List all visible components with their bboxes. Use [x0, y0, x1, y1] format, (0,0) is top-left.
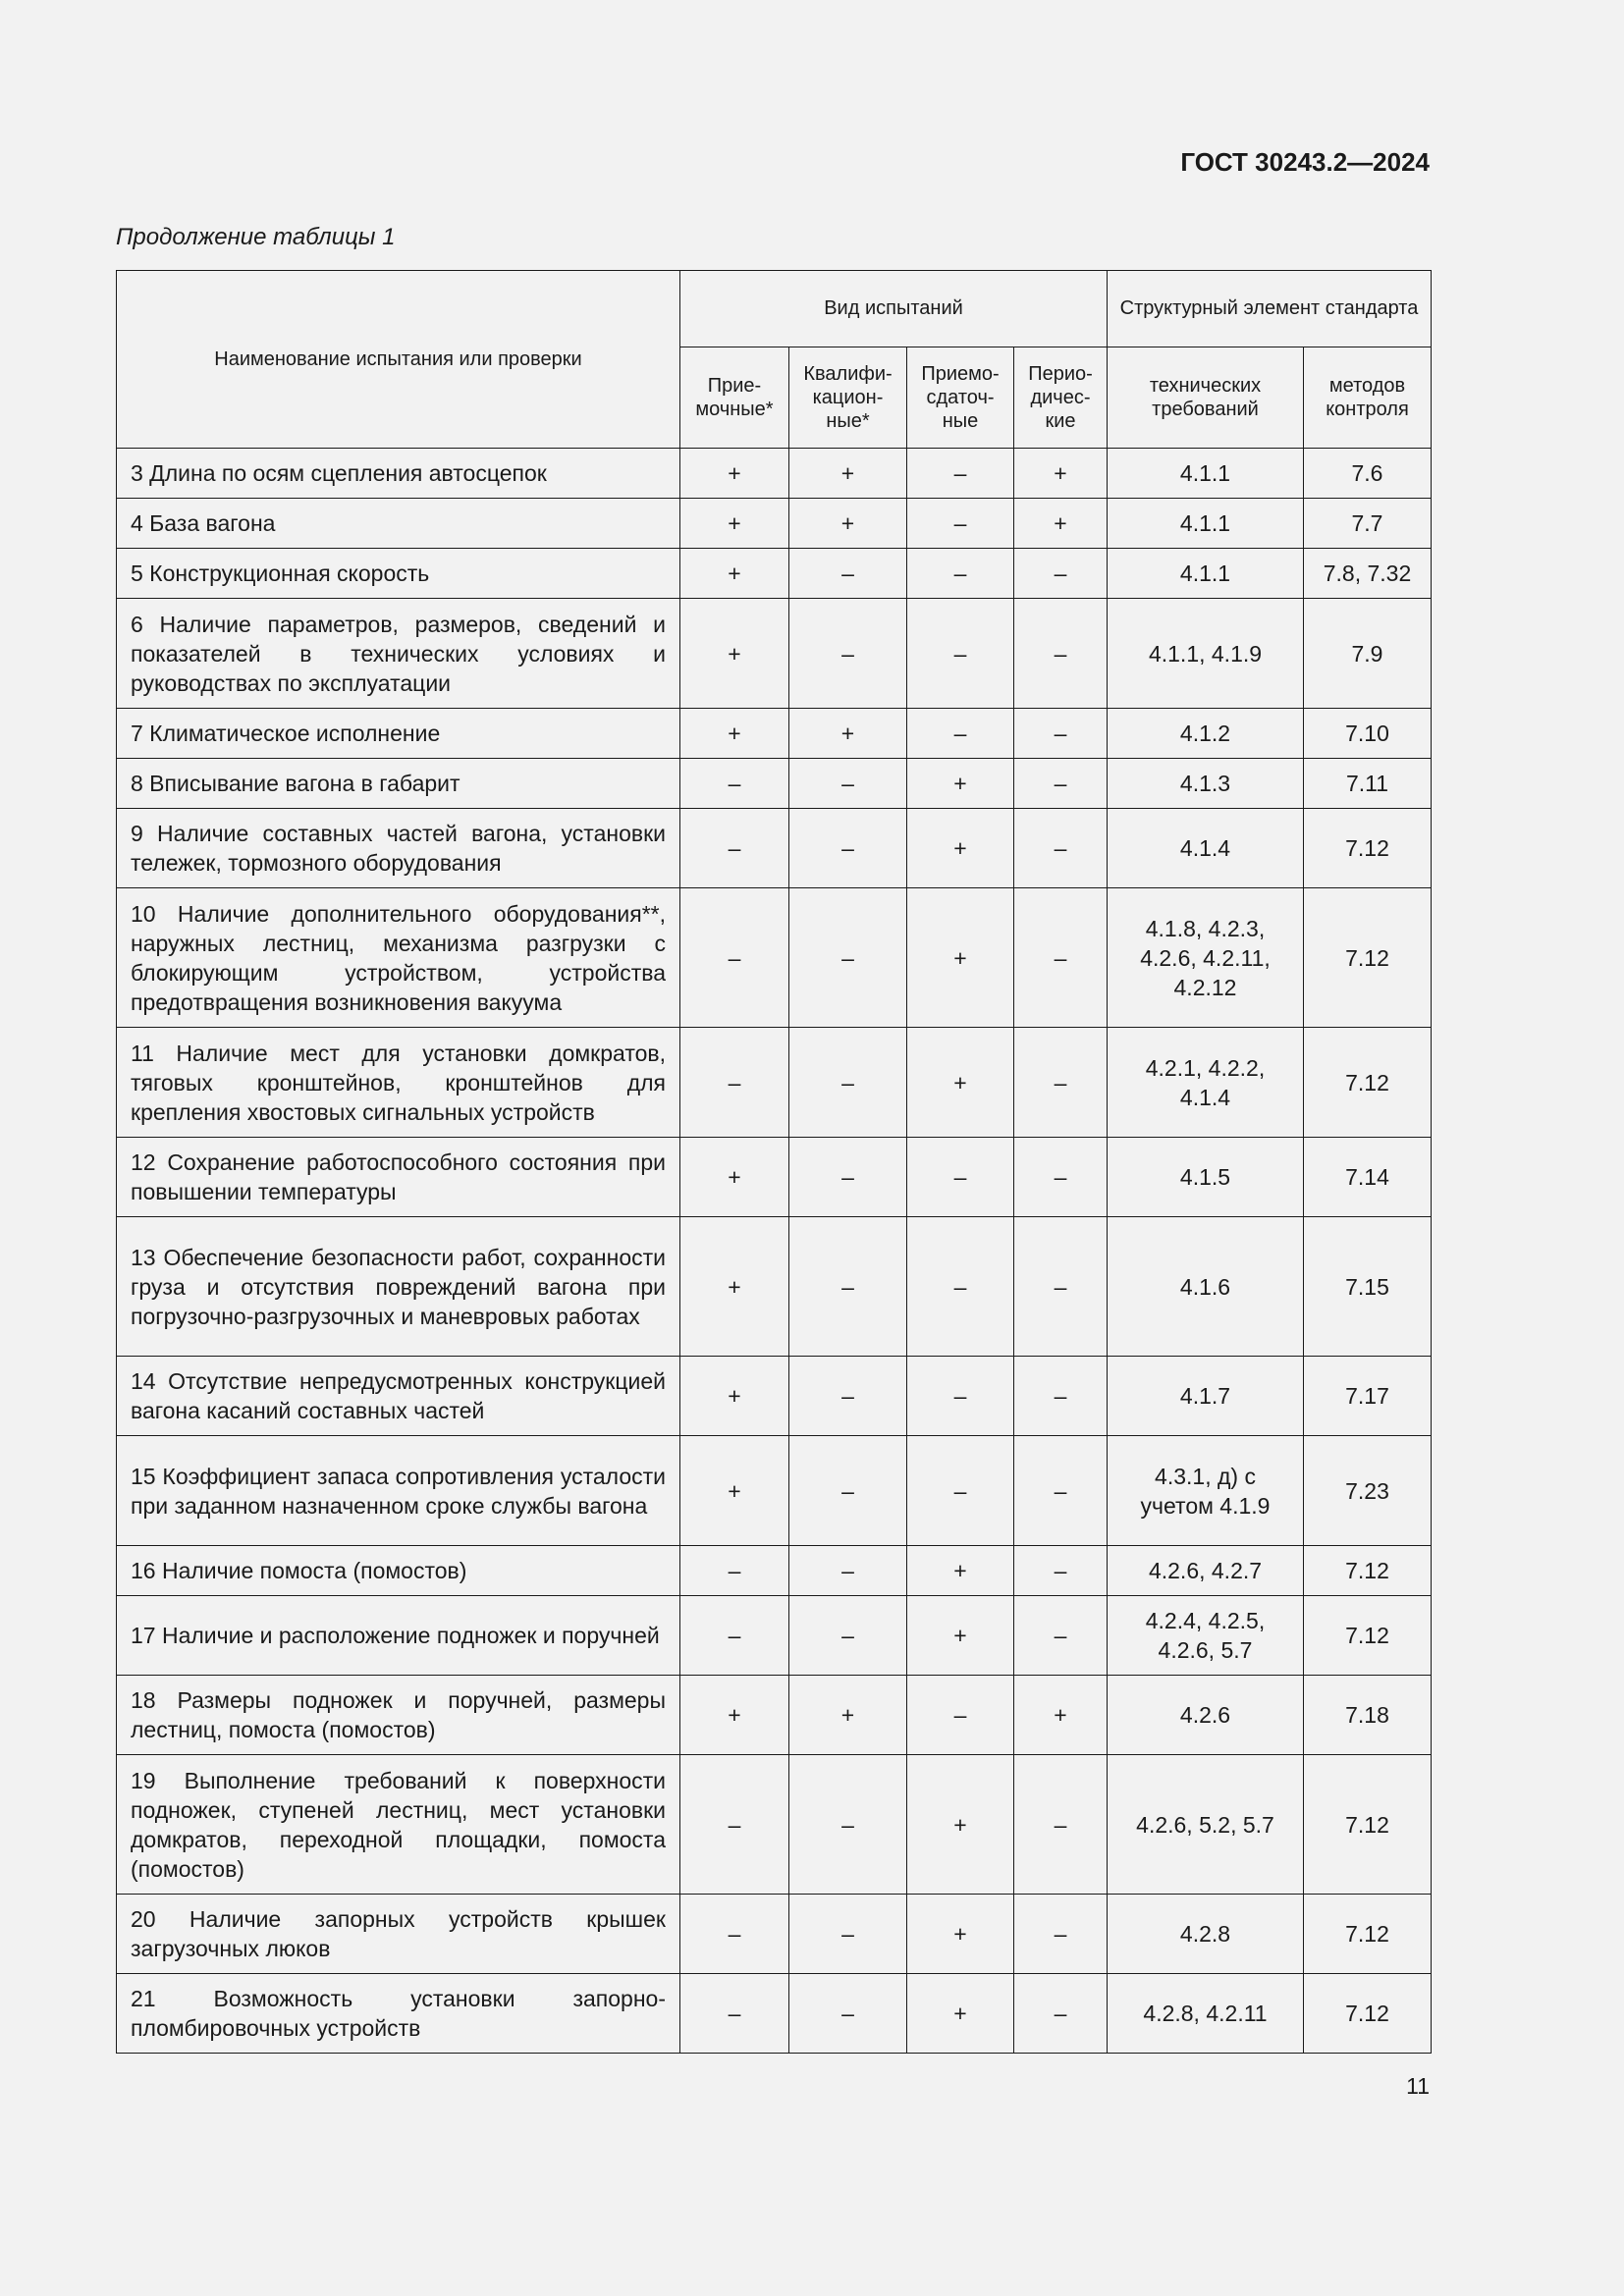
tech-requirements-cell: 4.1.6 — [1108, 1217, 1304, 1357]
acceptance-cell: – — [680, 1596, 789, 1676]
acceptance-cell: + — [680, 1138, 789, 1217]
acceptance-cell: + — [680, 709, 789, 759]
qualification-cell: – — [789, 1028, 907, 1138]
tech-requirements-cell: 4.1.8, 4.2.3, 4.2.6, 4.2.11, 4.2.12 — [1108, 888, 1304, 1028]
acceptance-cell: + — [680, 1436, 789, 1546]
control-methods-cell: 7.18 — [1304, 1676, 1432, 1755]
periodic-cell: – — [1014, 1546, 1108, 1596]
periodic-cell: – — [1014, 809, 1108, 888]
delivery-cell: + — [907, 809, 1014, 888]
periodic-cell: – — [1014, 1895, 1108, 1974]
control-methods-cell: 7.12 — [1304, 1546, 1432, 1596]
qualification-cell: – — [789, 1357, 907, 1436]
table-row — [117, 1436, 1432, 1546]
delivery-cell: + — [907, 759, 1014, 809]
delivery-cell: + — [907, 1755, 1014, 1895]
acceptance-cell: + — [680, 499, 789, 549]
page-number: 11 — [1406, 2073, 1430, 2099]
control-methods-cell: 7.12 — [1304, 1028, 1432, 1138]
control-methods-cell: 7.12 — [1304, 1895, 1432, 1974]
delivery-cell: – — [907, 599, 1014, 709]
test-name-cell: 9 Наличие составных частей вагона, установки тележек, тормозного оборудования — [117, 809, 680, 888]
table-row — [117, 809, 1432, 888]
periodic-cell: – — [1014, 759, 1108, 809]
test-name-cell: 5 Конструкционная скорость — [117, 549, 680, 599]
qualification-cell: – — [789, 1755, 907, 1895]
control-methods-cell: 7.12 — [1304, 1596, 1432, 1676]
acceptance-cell: – — [680, 1755, 789, 1895]
table-row — [117, 599, 1432, 709]
header-delivery: Приемо- сдаточ- ные — [907, 347, 1014, 448]
acceptance-cell: – — [680, 809, 789, 888]
acceptance-cell: + — [680, 1357, 789, 1436]
test-name-cell: 13 Обеспечение безопасности работ, сохранности груза и отсутствия повреждений вагона при погрузочно-разгрузочных и маневровых работах — [117, 1217, 680, 1357]
acceptance-cell: – — [680, 888, 789, 1028]
control-methods-cell: 7.15 — [1304, 1217, 1432, 1357]
table-row — [117, 1138, 1432, 1217]
tech-requirements-cell: 4.2.4, 4.2.5, 4.2.6, 5.7 — [1108, 1596, 1304, 1676]
table-row — [117, 759, 1432, 809]
tech-requirements-cell: 4.1.1 — [1108, 449, 1304, 499]
qualification-cell: – — [789, 1217, 907, 1357]
tech-requirements-cell: 4.2.6, 5.2, 5.7 — [1108, 1755, 1304, 1895]
qualification-cell: – — [789, 1974, 907, 2054]
tech-requirements-cell: 4.1.7 — [1108, 1357, 1304, 1436]
delivery-cell: + — [907, 1546, 1014, 1596]
delivery-cell: – — [907, 1357, 1014, 1436]
tech-requirements-cell: 4.1.1 — [1108, 499, 1304, 549]
tests-table — [116, 270, 1432, 2054]
control-methods-cell: 7.23 — [1304, 1436, 1432, 1546]
test-name-cell: 17 Наличие и расположение подножек и поручней — [117, 1596, 680, 1676]
table-row — [117, 1357, 1432, 1436]
test-name-cell: 3 Длина по осям сцепления автосцепок — [117, 449, 680, 499]
periodic-cell: – — [1014, 1138, 1108, 1217]
tech-requirements-cell: 4.2.6 — [1108, 1676, 1304, 1755]
periodic-cell: + — [1014, 1676, 1108, 1755]
qualification-cell: – — [789, 809, 907, 888]
delivery-cell: + — [907, 888, 1014, 1028]
qualification-cell: – — [789, 1436, 907, 1546]
qualification-cell: – — [789, 1138, 907, 1217]
periodic-cell: + — [1014, 449, 1108, 499]
control-methods-cell: 7.6 — [1304, 449, 1432, 499]
header-structural-element: Структурный элемент стандарта — [1108, 271, 1432, 347]
delivery-cell: + — [907, 1028, 1014, 1138]
qualification-cell: – — [789, 888, 907, 1028]
test-name-cell: 15 Коэффициент запаса сопротивления усталости при заданном назначенном сроке службы вагона — [117, 1436, 680, 1546]
tech-requirements-cell: 4.2.8 — [1108, 1895, 1304, 1974]
periodic-cell: – — [1014, 1755, 1108, 1895]
control-methods-cell: 7.12 — [1304, 1755, 1432, 1895]
qualification-cell: – — [789, 599, 907, 709]
test-name-cell: 12 Сохранение работоспособного состояния при повышении температуры — [117, 1138, 680, 1217]
control-methods-cell: 7.7 — [1304, 499, 1432, 549]
control-methods-cell: 7.12 — [1304, 809, 1432, 888]
test-name-cell: 20 Наличие запорных устройств крышек загрузочных люков — [117, 1895, 680, 1974]
table-row — [117, 1755, 1432, 1895]
qualification-cell: + — [789, 1676, 907, 1755]
periodic-cell: – — [1014, 709, 1108, 759]
periodic-cell: – — [1014, 1596, 1108, 1676]
table-row — [117, 1546, 1432, 1596]
control-methods-cell: 7.14 — [1304, 1138, 1432, 1217]
acceptance-cell: – — [680, 759, 789, 809]
tech-requirements-cell: 4.2.1, 4.2.2, 4.1.4 — [1108, 1028, 1304, 1138]
periodic-cell: – — [1014, 1974, 1108, 2054]
table-row — [117, 1676, 1432, 1755]
periodic-cell: – — [1014, 1436, 1108, 1546]
tech-requirements-cell: 4.1.5 — [1108, 1138, 1304, 1217]
table-row — [117, 1895, 1432, 1974]
header-control-methods: методов контроля — [1304, 347, 1432, 448]
control-methods-cell: 7.10 — [1304, 709, 1432, 759]
control-methods-cell: 7.12 — [1304, 888, 1432, 1028]
qualification-cell: – — [789, 549, 907, 599]
control-methods-cell: 7.11 — [1304, 759, 1432, 809]
table-row — [117, 709, 1432, 759]
delivery-cell: – — [907, 1138, 1014, 1217]
table-caption: Продолжение таблицы 1 — [116, 224, 396, 250]
header-test-types: Вид испытаний — [680, 271, 1108, 347]
acceptance-cell: + — [680, 449, 789, 499]
test-name-cell: 16 Наличие помоста (помостов) — [117, 1546, 680, 1596]
qualification-cell: – — [789, 1895, 907, 1974]
qualification-cell: + — [789, 449, 907, 499]
table-row — [117, 1028, 1432, 1138]
qualification-cell: – — [789, 1546, 907, 1596]
periodic-cell: – — [1014, 1028, 1108, 1138]
table-row — [117, 549, 1432, 599]
periodic-cell: – — [1014, 1357, 1108, 1436]
acceptance-cell: + — [680, 599, 789, 709]
test-name-cell: 18 Размеры подножек и поручней, размеры лестниц, помоста (помостов) — [117, 1676, 680, 1755]
delivery-cell: – — [907, 549, 1014, 599]
periodic-cell: – — [1014, 549, 1108, 599]
table-body — [117, 449, 1432, 2054]
tech-requirements-cell: 4.1.3 — [1108, 759, 1304, 809]
delivery-cell: – — [907, 1217, 1014, 1357]
tech-requirements-cell: 4.1.4 — [1108, 809, 1304, 888]
test-name-cell: 14 Отсутствие непредусмотренных конструкцией вагона касаний составных частей — [117, 1357, 680, 1436]
delivery-cell: + — [907, 1596, 1014, 1676]
header-acceptance: Прие- мочные* — [680, 347, 789, 448]
table-row — [117, 1974, 1432, 2054]
tech-requirements-cell: 4.1.1, 4.1.9 — [1108, 599, 1304, 709]
delivery-cell: – — [907, 449, 1014, 499]
control-methods-cell: 7.8, 7.32 — [1304, 549, 1432, 599]
test-name-cell: 6 Наличие параметров, размеров, сведений и показателей в технических условиях и руководствах по эксплуатации — [117, 599, 680, 709]
delivery-cell: – — [907, 499, 1014, 549]
acceptance-cell: – — [680, 1895, 789, 1974]
delivery-cell: + — [907, 1974, 1014, 2054]
qualification-cell: + — [789, 499, 907, 549]
control-methods-cell: 7.12 — [1304, 1974, 1432, 2054]
acceptance-cell: – — [680, 1546, 789, 1596]
periodic-cell: – — [1014, 599, 1108, 709]
tech-requirements-cell: 4.2.6, 4.2.7 — [1108, 1546, 1304, 1596]
table-row — [117, 499, 1432, 549]
header-qualification: Квалифи- кацион- ные* — [789, 347, 907, 448]
qualification-cell: + — [789, 709, 907, 759]
test-name-cell: 7 Климатическое исполнение — [117, 709, 680, 759]
header-test-name: Наименование испытания или проверки — [117, 271, 680, 449]
tech-requirements-cell: 4.2.8, 4.2.11 — [1108, 1974, 1304, 2054]
table-row — [117, 888, 1432, 1028]
control-methods-cell: 7.17 — [1304, 1357, 1432, 1436]
qualification-cell: – — [789, 759, 907, 809]
qualification-cell: – — [789, 1596, 907, 1676]
table-row — [117, 1596, 1432, 1676]
tech-requirements-cell: 4.1.1 — [1108, 549, 1304, 599]
header-periodic: Перио- дичес- кие — [1014, 347, 1108, 448]
table-row — [117, 1217, 1432, 1357]
delivery-cell: – — [907, 1676, 1014, 1755]
acceptance-cell: – — [680, 1028, 789, 1138]
tech-requirements-cell: 4.1.2 — [1108, 709, 1304, 759]
test-name-cell: 19 Выполнение требований к поверхности подножек, ступеней лестниц, мест установки домкратов, переходной площадки, помоста (помостов) — [117, 1755, 680, 1895]
delivery-cell: + — [907, 1895, 1014, 1974]
periodic-cell: + — [1014, 499, 1108, 549]
acceptance-cell: + — [680, 549, 789, 599]
tech-requirements-cell: 4.3.1, д) с учетом 4.1.9 — [1108, 1436, 1304, 1546]
test-name-cell: 8 Вписывание вагона в габарит — [117, 759, 680, 809]
acceptance-cell: + — [680, 1217, 789, 1357]
test-name-cell: 21 Возможность установки запорно-пломбировочных устройств — [117, 1974, 680, 2054]
periodic-cell: – — [1014, 1217, 1108, 1357]
delivery-cell: – — [907, 709, 1014, 759]
periodic-cell: – — [1014, 888, 1108, 1028]
document-code: ГОСТ 30243.2—2024 — [1180, 147, 1430, 177]
delivery-cell: – — [907, 1436, 1014, 1546]
test-name-cell: 10 Наличие дополнительного оборудования**, наружных лестниц, механизма разгрузки с блокирующим устройством, устройства предотвращения возникновения вакуума — [117, 888, 680, 1028]
acceptance-cell: – — [680, 1974, 789, 2054]
test-name-cell: 11 Наличие мест для установки домкратов, тяговых кронштейнов, кронштейнов для крепления хвостовых сигнальных устройств — [117, 1028, 680, 1138]
test-name-cell: 4 База вагона — [117, 499, 680, 549]
header-tech-requirements: технических требований — [1108, 347, 1304, 448]
acceptance-cell: + — [680, 1676, 789, 1755]
table-row — [117, 449, 1432, 499]
control-methods-cell: 7.9 — [1304, 599, 1432, 709]
